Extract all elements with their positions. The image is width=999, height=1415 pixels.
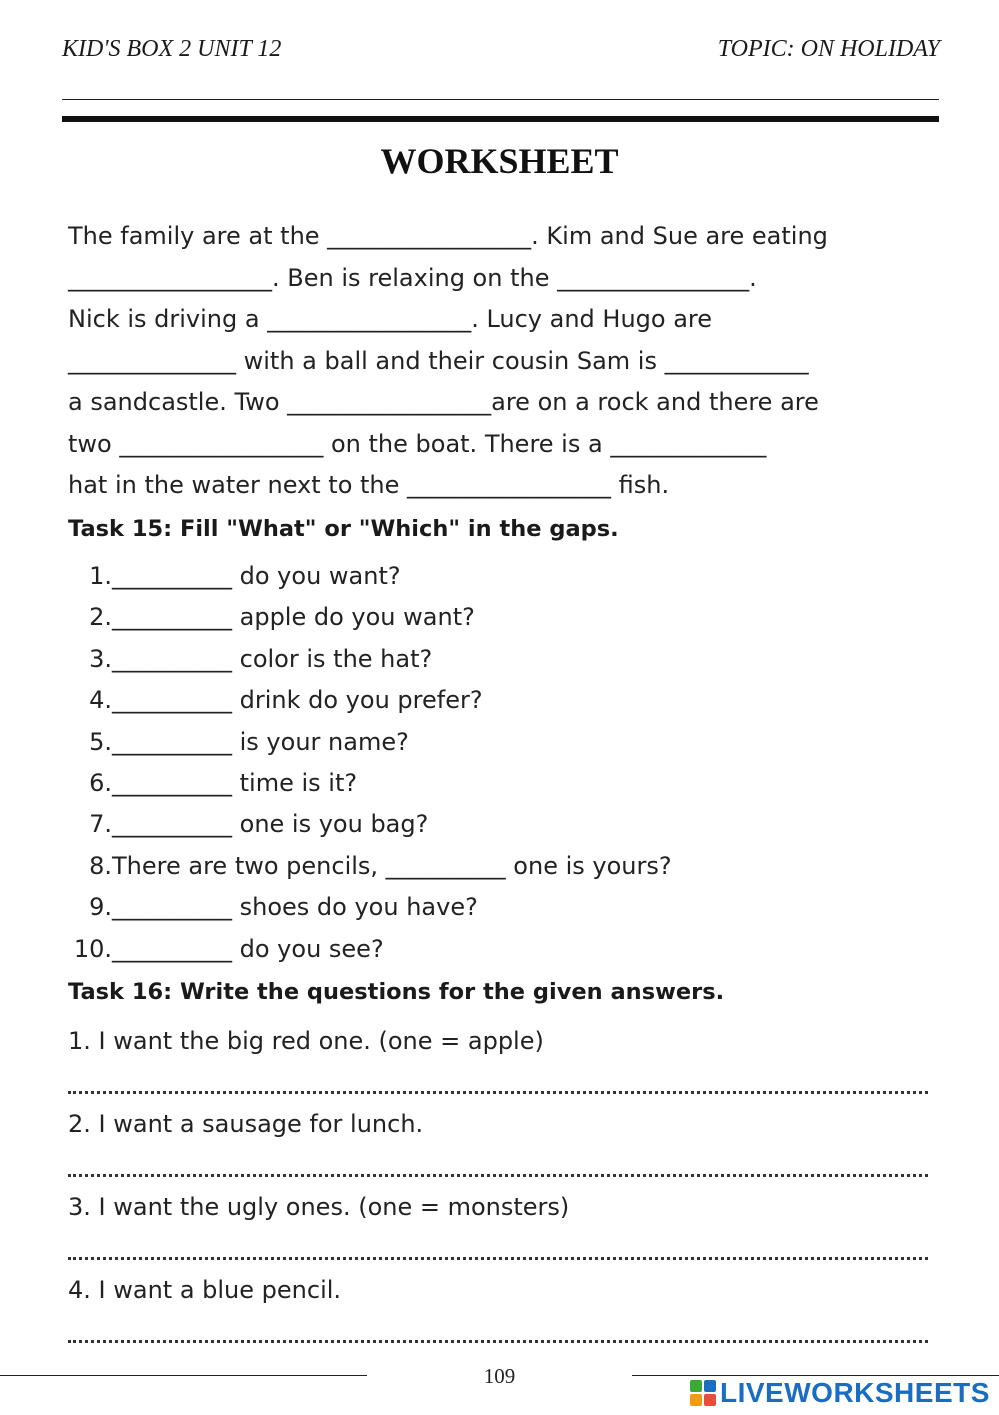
answer-line[interactable] [68,1174,928,1177]
header-topic-label: TOPIC: ON HOLIDAY [717,36,940,62]
list-item [68,722,928,763]
page-number: 109 [483,1364,516,1388]
item-text: __________ drink do you prefer? [112,686,483,715]
brand-name: LIVEWORKSHEETS [720,1377,990,1408]
list-item [68,887,928,928]
question-block [68,1021,928,1094]
item-number: 9. [89,893,112,922]
item-number: 3. [89,644,112,673]
question-text: 2. I want a sausage for lunch. [68,1110,424,1138]
item-number: 2. [89,603,112,632]
question-block [68,1187,928,1260]
passage-line: _________________. Ben is relaxing on the ________________. [68,263,757,292]
passage-line: hat in the water next to the _________________ fish. [68,471,670,499]
item-number: 8. [89,851,112,880]
item-text: __________ do you see? [112,934,384,963]
answer-line[interactable] [68,1091,928,1094]
item-text: __________ shoes do you have? [112,893,478,922]
list-item [68,763,928,804]
task-15-heading: Task 15: Fill "What" or "Which" in the gaps. [68,516,619,542]
question-block [68,1104,928,1177]
passage-line: a sandcastle. Two _________________are on a rock and there are [68,388,819,416]
item-text: __________ one is you bag? [112,810,429,839]
liveworksheets-icon [690,1380,716,1406]
answer-line[interactable] [68,1257,928,1260]
list-item [68,846,928,887]
passage-line: Nick is driving a _________________. Lucy and Hugo are [68,305,713,333]
list-item [68,556,928,597]
item-number: 5. [89,727,112,756]
answer-line[interactable] [68,1340,928,1343]
item-number: 10. [73,934,112,963]
passage-line: two _________________ on the boat. There is a _____________ [68,429,767,458]
question-text: 4. I want a blue pencil. [68,1276,342,1304]
list-item [68,597,928,638]
header-course-label: KID'S BOX 2 UNIT 12 [62,36,282,62]
header-divider-thick [62,116,939,122]
item-text: __________ apple do you want? [112,603,475,632]
liveworksheets-logo [690,1377,990,1409]
item-number: 1. [89,562,112,590]
item-text: There are two pencils, __________ one is yours? [112,851,672,880]
item-text: __________ color is the hat? [112,644,433,673]
task-16-heading: Task 16: Write the questions for the given answers. [68,979,725,1005]
question-block [68,1270,928,1343]
list-item [68,639,928,680]
header-divider-thin [62,99,939,100]
item-number: 4. [89,686,112,715]
list-item [68,929,928,970]
item-number: 7. [89,810,112,839]
list-item [68,680,928,721]
question-text: 3. I want the ugly ones. (one = monsters) [68,1193,570,1221]
item-text: __________ time is it? [112,768,358,797]
item-text: __________ is your name? [112,727,409,756]
reading-passage [68,216,938,507]
passage-line: The family are at the _________________. Kim and Sue are eating [68,222,828,250]
list-item [68,804,928,845]
passage-line: ______________ with a ball and their cousin Sam is ____________ [68,346,809,375]
item-number: 6. [89,768,112,797]
question-text: 1. I want the big red one. (one = apple) [68,1027,544,1055]
item-text: __________ do you want? [112,562,401,590]
page-title: WORKSHEET [380,141,619,181]
task-15-list [68,556,928,970]
